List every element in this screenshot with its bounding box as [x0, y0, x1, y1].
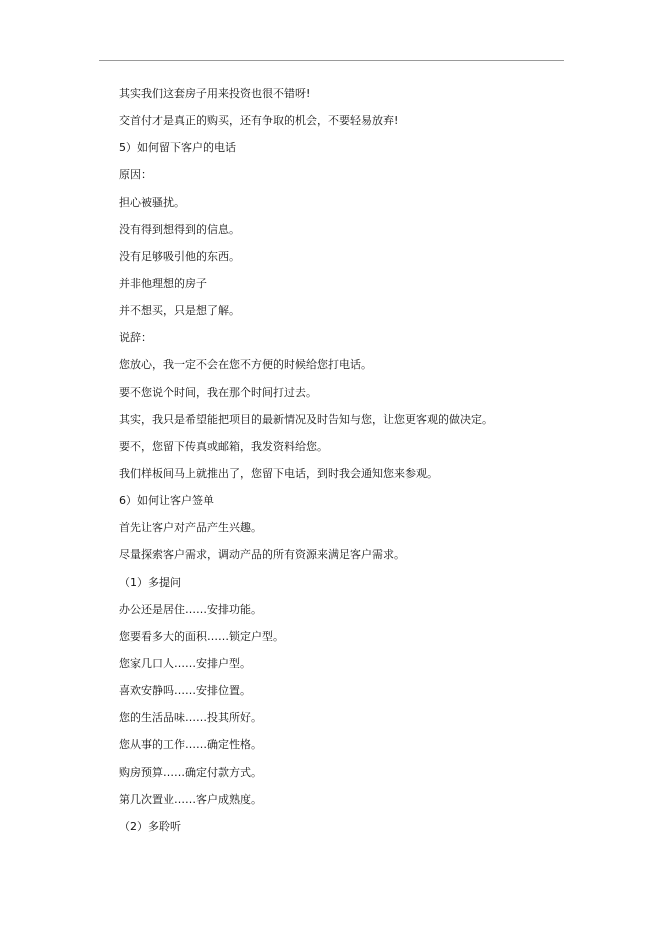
section-heading: 6）如何让客户签单 [119, 494, 214, 508]
text-line: 首先让客户对产品产生兴趣。 [119, 521, 262, 535]
text-line: 并非他理想的房子 [119, 276, 207, 290]
text-line: 您放心，我一定不会在您不方便的时候给您打电话。 [119, 358, 372, 372]
document-body [119, 84, 569, 844]
text-line: 没有足够吸引他的东西。 [119, 249, 240, 263]
text-line: 其实我们这套房子用来投资也很不错呀! [119, 87, 311, 100]
text-line: 并不想买，只是想了解。 [119, 304, 240, 318]
text-line: 您家几口人……安排户型。 [119, 656, 251, 670]
header-divider [99, 60, 564, 61]
text-line: 要不您说个时间，我在那个时间打过去。 [119, 385, 317, 399]
text-line: 交首付才是真正的购买，还有争取的机会，不要轻易放弃! [119, 114, 399, 128]
text-line: 尽量探索客户需求，调动产品的所有资源来满足客户需求。 [119, 548, 405, 562]
text-line: 要不，您留下传真或邮箱，我发资料给您。 [119, 439, 328, 453]
text-line: 说辞： [119, 331, 152, 345]
text-line: 您从事的工作……确定性格。 [119, 738, 262, 752]
text-line: 原因： [119, 168, 152, 182]
text-line: 喜欢安静吗……安排位置。 [119, 684, 251, 698]
text-line: 没有得到想得到的信息。 [119, 222, 240, 236]
text-line: 其实，我只是希望能把项目的最新情况及时告知与您，让您更客观的做决定。 [119, 412, 493, 426]
subsection-heading: （2）多聆听 [119, 819, 181, 833]
subsection-heading: （1）多提问 [119, 575, 181, 589]
section-heading: 5）如何留下客户的电话 [119, 141, 236, 155]
text-line: 购房预算……确定付款方式。 [119, 765, 262, 779]
text-line: 您要看多大的面积……锁定户型。 [119, 629, 284, 643]
text-line: 您的生活品味……投其所好。 [119, 711, 262, 725]
text-line: 办公还是居住……安排功能。 [119, 602, 262, 616]
text-line: 我们样板间马上就推出了，您留下电话，到时我会通知您来参观。 [119, 466, 438, 480]
text-line: 第几次置业……客户成熟度。 [119, 792, 262, 806]
text-line: 担心被骚扰。 [119, 195, 185, 209]
